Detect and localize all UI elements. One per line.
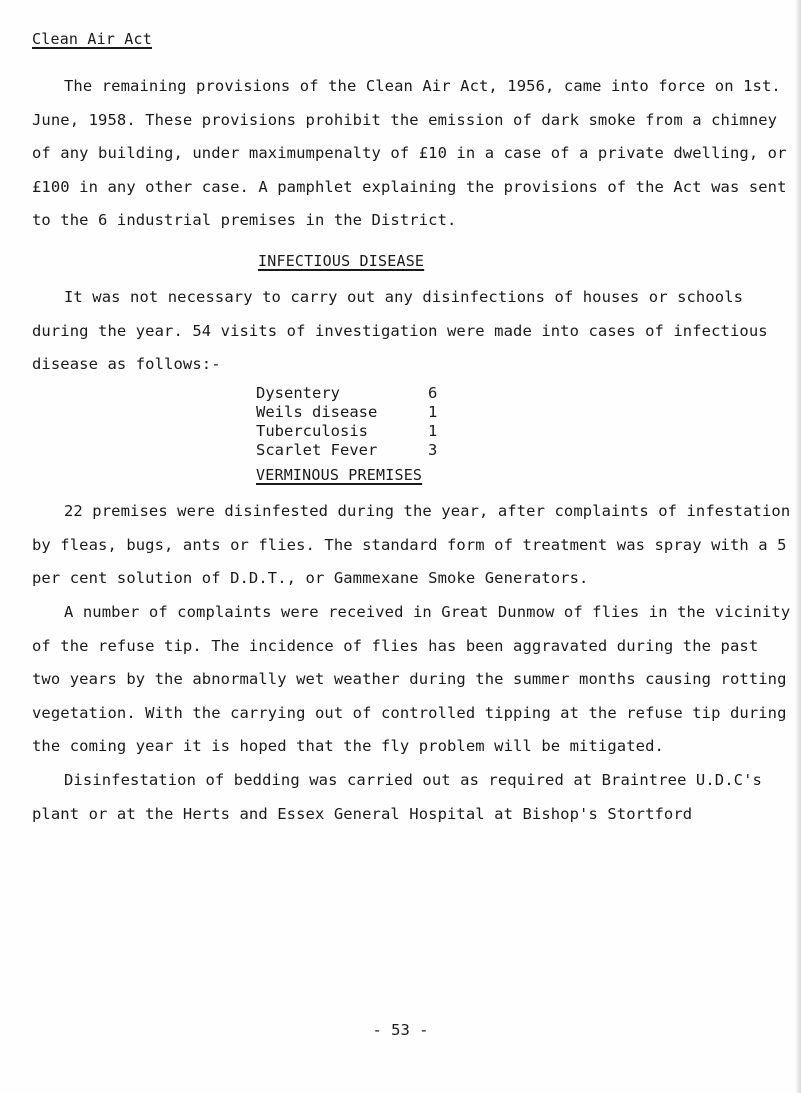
disease-name: Weils disease bbox=[256, 403, 378, 421]
verminous-premises-heading: VERMINOUS PREMISES bbox=[256, 466, 423, 484]
table-row bbox=[256, 384, 437, 403]
verminous-text-1: 22 premises were disinfested during the year, after complaints of infestation by fleas, bugs, ants or flies. The standard form of treatment was spray with a 5 per cent solution of D.D.T., or Gammexane Smoke Generators. bbox=[32, 502, 791, 587]
verminous-paragraph-3 bbox=[32, 764, 792, 831]
verminous-text-3: Disinfestation of bedding was carried out as required at Braintree U.D.C's plant or at the Herts and Essex General Hospital at Bishop's Stortford bbox=[32, 771, 762, 823]
disease-name: Scarlet Fever bbox=[256, 441, 378, 459]
disease-name: Tuberculosis bbox=[256, 422, 368, 440]
page-number: - 53 - bbox=[372, 1021, 429, 1039]
clean-air-act-text: The remaining provisions of the Clean Air Act, 1956, came into force on 1st. June, 1958. These provisions prohibit the emission of dark smoke from a chimney of any building, under maximumpenalty of £10 in a case of a private dwelling, or £100 in any other case. A pamphlet explaining the provisions of the Act was sent to the 6 industrial premises in the District. bbox=[32, 77, 787, 229]
table-row bbox=[256, 422, 437, 441]
verminous-paragraph-2 bbox=[32, 596, 792, 764]
infectious-disease-paragraph bbox=[32, 281, 792, 381]
table-row bbox=[256, 403, 437, 422]
table-row bbox=[256, 441, 437, 460]
disease-count: 3 bbox=[427, 441, 438, 459]
disease-count: 1 bbox=[427, 403, 438, 421]
disease-count-table bbox=[256, 384, 437, 460]
page-edge-shadow bbox=[795, 0, 801, 1093]
disease-count: 6 bbox=[427, 384, 438, 402]
disease-name: Dysentery bbox=[256, 384, 340, 402]
verminous-text-2: A number of complaints were received in Great Dunmow of flies in the vicinity of the refuse tip. The incidence of flies has been aggravated during the past two years by the abnormally wet weather during the summer months causing rotting vegetation. With the carrying out of controlled tipping at the refuse tip during the coming year it is hoped that the fly problem will be mitigated. bbox=[32, 603, 791, 755]
disease-count: 1 bbox=[427, 422, 438, 440]
clean-air-act-paragraph bbox=[32, 70, 792, 240]
clean-air-act-heading: Clean Air Act bbox=[32, 30, 152, 48]
infectious-disease-heading: INFECTIOUS DISEASE bbox=[258, 252, 425, 270]
infectious-disease-text: It was not necessary to carry out any disinfections of houses or schools during the year. 54 visits of investigation were made into cases of infectious disease as follows:- bbox=[32, 288, 768, 373]
verminous-paragraph-1 bbox=[32, 495, 792, 595]
